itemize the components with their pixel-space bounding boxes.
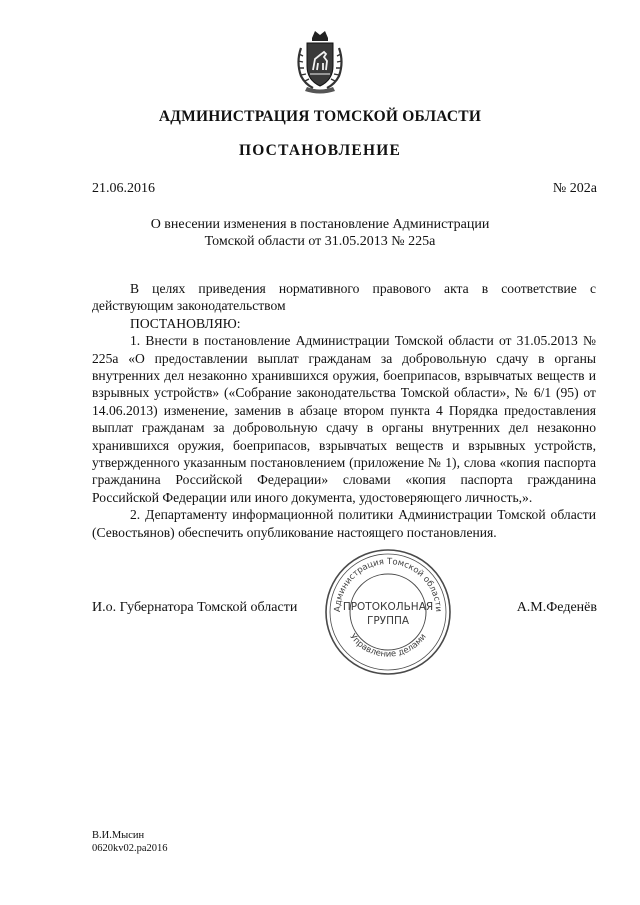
stamp-center-line-1: ПРОТОКОЛЬНАЯ bbox=[342, 601, 434, 613]
signatory-name: А.М.Феденёв bbox=[516, 600, 597, 615]
official-stamp bbox=[322, 546, 454, 678]
document-subject bbox=[110, 216, 530, 250]
stamp-outer-top-text: Администрация Томской области bbox=[332, 556, 444, 613]
stamp-outer-bottom-text: Управление делами bbox=[347, 632, 429, 660]
executor-name: В.И.Мысин bbox=[92, 830, 145, 841]
signatory-position: И.о. Губернатора Томской области bbox=[92, 600, 298, 615]
document-number: № 202а bbox=[552, 181, 597, 196]
subject-line-2: Томской области от 31.05.2013 № 225а bbox=[204, 234, 436, 249]
item-2-paragraph: 2. Департаменту информационной политики Администрации Томской области (Севостьянов) обеспечить опубликование настоящего постановления. bbox=[92, 507, 596, 540]
item-1-paragraph: 1. Внести в постановление Администрации Томской области от 31.05.2013 № 225а «О предоставлении выплат гражданам за добровольную сдачу в органы внутренних дел незаконно хранившихся оружия, боеприпасов, взрывчатых веществ и взрывных устройств» («Собрание законодательства Томской области», № 6/1 (95) от 14.06.2013) изменение, заменив в абзаце втором пункта 4 Порядка предоставления выплат гражданам за добровольную сдачу в органы внутренних дел незаконно хранившихся оружия, боеприпасов, взрывчатых веществ и взрывных устройств, утвержденного указанным постановлением (приложение № 1), слова «копия паспорта гражданина Российской Федерации» словами «копия паспорта гражданина Российской Федерации или иного документа, удостоверяющего личность,». bbox=[92, 333, 596, 505]
document-body bbox=[92, 280, 596, 541]
organization-title: АДМИНИСТРАЦИЯ ТОМСКОЙ ОБЛАСТИ bbox=[158, 108, 482, 125]
subject-line-1: О внесении изменения в постановление Администрации bbox=[150, 217, 490, 232]
preamble-paragraph: В целях приведения нормативного правового акта в соответствие с действующим законодательством bbox=[92, 281, 596, 314]
executor-file-code: 0620kv02.pa2016 bbox=[92, 843, 168, 854]
resolve-heading: ПОСТАНОВЛЯЮ: bbox=[130, 315, 241, 331]
executor-block bbox=[92, 829, 168, 855]
stamp-center-line-2: ГРУППА bbox=[366, 615, 410, 627]
document-date: 21.06.2016 bbox=[92, 181, 155, 196]
document-type: ПОСТАНОВЛЕНИЕ bbox=[238, 142, 402, 159]
coat-of-arms-emblem bbox=[293, 28, 347, 94]
